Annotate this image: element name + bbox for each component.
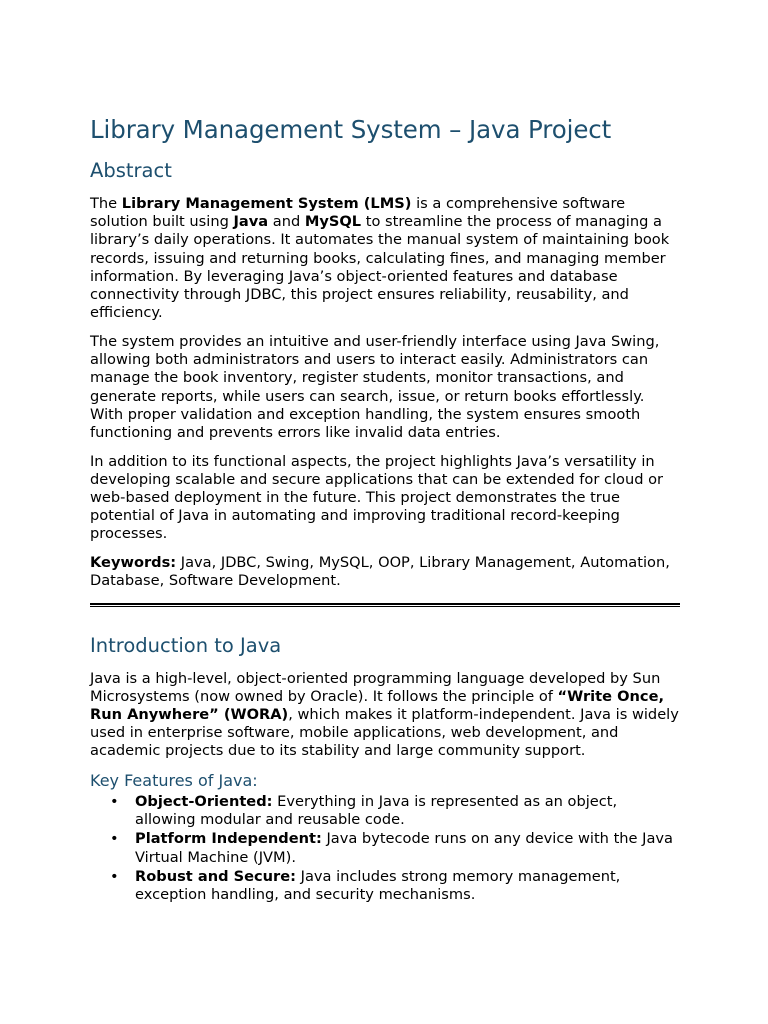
keywords-paragraph xyxy=(90,554,680,590)
abstract-paragraph-1: The Library Management System (LMS) is a comprehensive software solution built using Java and MySQL to streamline the process of managing a library’s daily operations. It automates the manual system of maintaining book records, issuing and returning books, calculating fines, and managing member information. By leveraging Java’s object-oriented features and database connectivity through JDBC, this project ensures reliability, reusability, and efficiency. xyxy=(90,195,670,322)
bullet-icon: • xyxy=(110,830,119,848)
bullet-icon: • xyxy=(110,868,119,886)
document-page xyxy=(90,112,680,906)
features-list xyxy=(90,793,680,905)
intro-heading: Introduction to Java xyxy=(90,633,282,657)
list-item xyxy=(90,793,680,829)
bullet-icon: • xyxy=(110,792,119,810)
feature-text: Everything in Java is represented as an object, allowing modular and reusable code. xyxy=(135,792,618,828)
abstract-heading: Abstract xyxy=(90,159,172,182)
keywords-label: Keywords: xyxy=(90,554,177,572)
abstract-paragraph-3: In addition to its functional aspects, the project highlights Java’s versatility in developing scalable and secure applications that can be extended for cloud or web-based deployment in the future. This project demonstrates the true potential of Java in automating and improving traditional record-keeping processes. xyxy=(90,452,664,543)
feature-text: Java bytecode runs on any device with the Java Virtual Machine (JVM). xyxy=(135,830,673,866)
list-item xyxy=(90,830,680,866)
document-title: Library Management System – Java Project xyxy=(90,115,612,144)
feature-label: Object-Oriented: xyxy=(135,792,273,810)
keywords-text: Java, JDBC, Swing, MySQL, OOP, Library Management, Automation, Database, Software Development. xyxy=(90,554,670,590)
intro-paragraph: Java is a high-level, object-oriented programming language developed by Sun Microsystems (now owned by Oracle). It follows the principle of “Write Once, Run Anywhere” (WORA), which makes it platform-independent. Java is widely used in enterprise software, mobile applications, web development, and academic projects due to its stability and large community support. xyxy=(90,669,679,760)
list-item xyxy=(90,868,680,904)
feature-label: Robust and Secure: xyxy=(135,868,296,886)
feature-text: Java includes strong memory management, exception handling, and security mechanisms. xyxy=(135,868,621,904)
features-heading: Key Features of Java: xyxy=(90,770,258,790)
feature-label: Platform Independent: xyxy=(135,830,322,848)
abstract-paragraph-2: The system provides an intuitive and user-friendly interface using Java Swing, allowing both administrators and users to interact easily. Administrators can manage the book inventory, register students, monitor transactions, and generate reports, while users can search, issue, or return books effortlessly. With proper validation and exception handling, the system ensures smooth functioning and prevents errors like invalid data entries. xyxy=(90,332,660,441)
